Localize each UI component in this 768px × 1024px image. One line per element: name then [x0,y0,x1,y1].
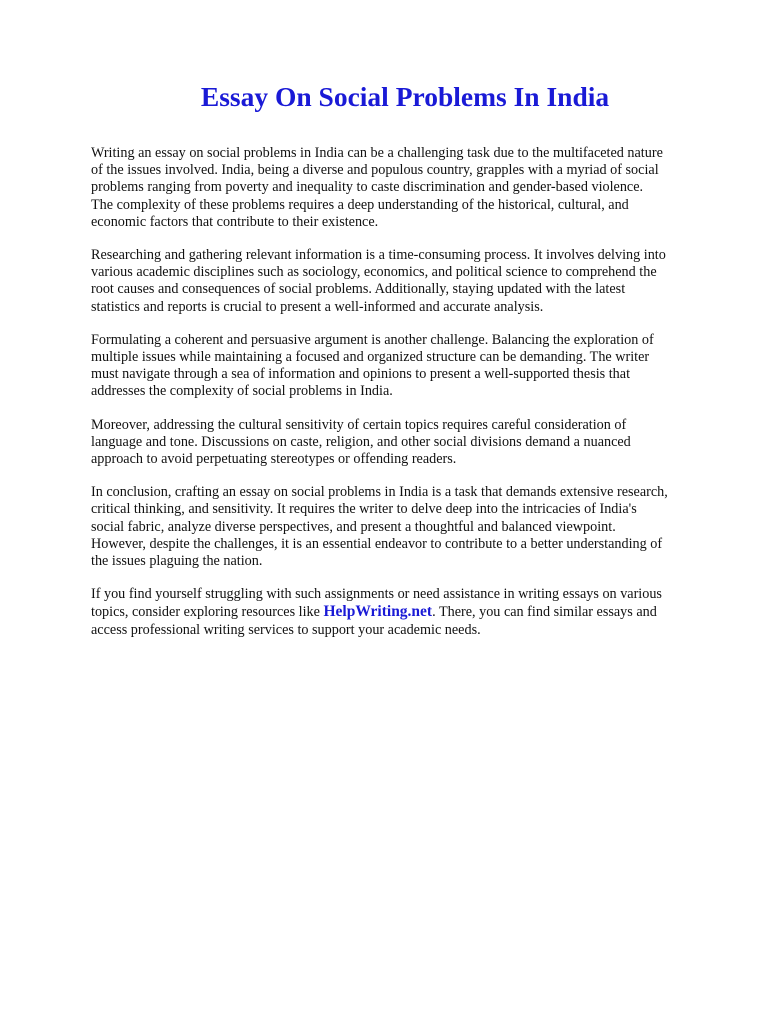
paragraph-5 [91,484,731,570]
paragraph-line: In conclusion, crafting an essay on social problems in India is a task that demands extensive research, [91,484,668,501]
paragraph-line: root causes and consequences of social problems. Additionally, staying updated with the latest [91,281,626,298]
paragraph-line: approach to avoid perpetuating stereotypes or offending readers. [91,451,457,468]
closing-paragraph [91,586,731,639]
paragraph-line: multiple issues while maintaining a focused and organized structure can be demanding. The writer [91,349,650,366]
helpwriting-link[interactable]: HelpWriting.net [323,603,433,621]
paragraph-line: the issues plaguing the nation. [91,553,263,570]
paragraph-1 [91,145,731,231]
paragraph-line: addresses the complexity of social problems in India. [91,383,393,400]
paragraph-line: social fabric, analyze diverse perspectives, and present a thoughtful and balanced viewpoint. [91,518,616,535]
page-title: Essay On Social Problems In India [200,81,610,112]
paragraph-line: Moreover, addressing the cultural sensitivity of certain topics requires careful consideration of [91,416,627,433]
paragraph-line: statistics and reports is crucial to present a well-informed and accurate analysis. [91,298,544,315]
paragraph-line: economic factors that contribute to their existence. [91,213,379,230]
paragraph-4 [91,417,731,469]
paragraph-line: critical thinking, and sensitivity. It requires the writer to delve deep into the intricacies of India's [91,501,637,518]
paragraph-line: access professional writing services to support your academic needs. [91,621,481,638]
paragraph-line: of the issues involved. India, being a diverse and populous country, grapples with a myriad of social [91,162,659,179]
paragraph-line: Researching and gathering relevant information is a time-consuming process. It involves delving into [91,247,666,264]
essay-body [91,145,731,655]
closing-text-before-link: topics, consider exploring resources like [91,604,324,621]
paragraph-line: must navigate through a sea of information and opinions to present a well-supported thesis that [91,366,631,383]
paragraph-line: problems ranging from poverty and inequality to caste discrimination and gender-based violence. [91,179,644,196]
paragraph-line: Formulating a coherent and persuasive argument is another challenge. Balancing the exploration of [91,331,654,348]
paragraph-line: various academic disciplines such as sociology, economics, and political science to comprehend the [91,264,657,281]
paragraph-line: language and tone. Discussions on caste, religion, and other social divisions demand a nuanced [91,433,631,450]
paragraph-line: However, despite the challenges, it is an essential endeavor to contribute to a better understanding of [91,535,663,552]
paragraph-line-with-link [91,603,731,621]
closing-text-after-link: . There, you can find similar essays and [432,604,657,621]
paragraph-2 [91,247,731,316]
paragraph-line: If you find yourself struggling with such assignments or need assistance in writing essays on various [91,586,662,603]
paragraph-3 [91,332,731,401]
paragraph-line: Writing an essay on social problems in India can be a challenging task due to the multifaceted nature [91,145,663,161]
paragraph-line: The complexity of these problems requires a deep understanding of the historical, cultural, and [91,196,629,213]
